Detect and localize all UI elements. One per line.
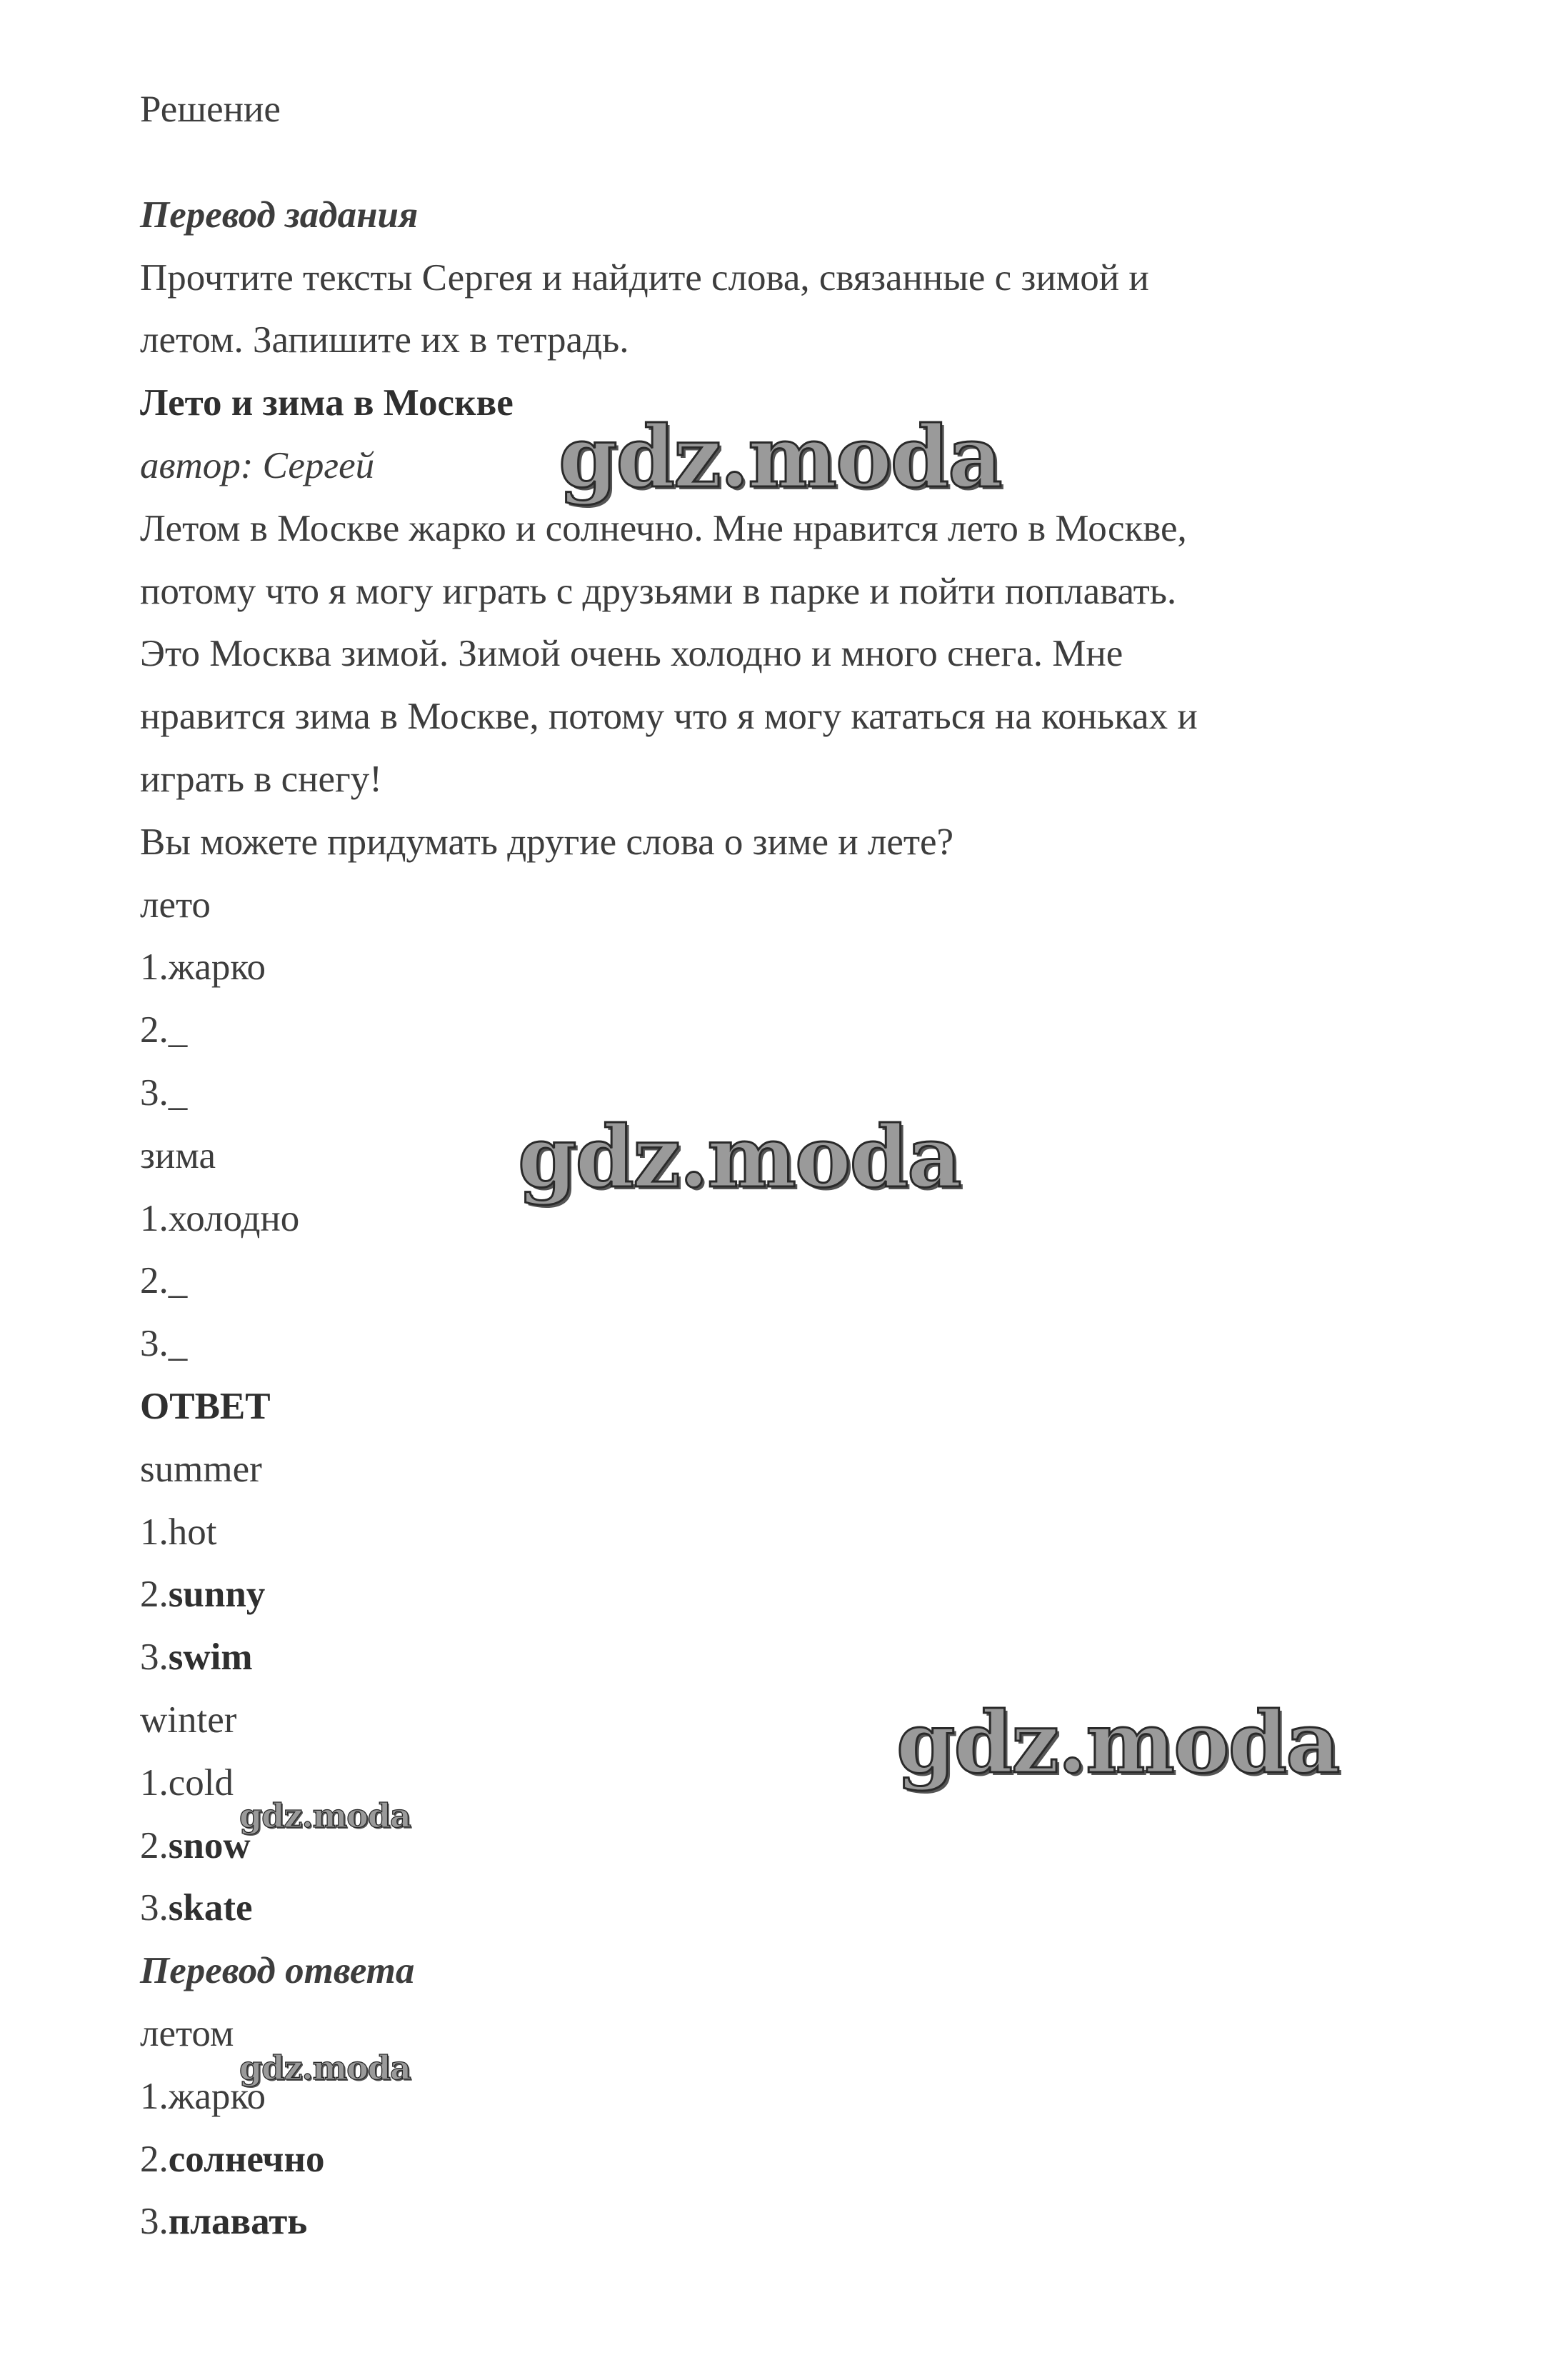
watermark-logo: gdz.moda xyxy=(239,2049,411,2087)
task-instruction-line: Прочтите тексты Сергея и найдите слова, связанные с зимой и xyxy=(140,256,1149,299)
winter-item: 2._ xyxy=(140,1260,188,1302)
watermark-logo: gdz.moda xyxy=(559,407,1001,506)
item-word: плавать xyxy=(168,2201,308,2243)
summer-label: лето xyxy=(140,884,211,926)
translation-summer-item xyxy=(140,2129,1426,2191)
answer-translation-label: Перевод ответа xyxy=(140,1950,415,1992)
solution-document xyxy=(140,79,1426,2254)
answer-winter-label: winter xyxy=(140,1699,237,1741)
translation-summer-item xyxy=(140,2066,1426,2129)
translation-summer-label: летом xyxy=(140,2012,234,2054)
item-word: snow xyxy=(168,1824,251,1866)
item-word: sunny xyxy=(168,1574,266,1616)
task-question: Вы можете придумать другие слова о зиме и лете? xyxy=(140,821,954,863)
text-line: потому что я могу играть с друзьями в парке и пойти поплавать. xyxy=(140,570,1177,612)
item-number: 3. xyxy=(140,2201,169,2243)
item-word: swim xyxy=(168,1636,253,1679)
item-number: 1. xyxy=(140,2075,169,2117)
item-number: 2. xyxy=(140,2138,169,2180)
watermark-logo: gdz.moda xyxy=(239,1796,411,1835)
task-instruction-line: летом. Запишите их в тетрадь. xyxy=(140,319,629,361)
answer-summer-item xyxy=(140,1501,1426,1564)
summer-item: 2._ xyxy=(140,1009,188,1051)
item-word: жарко xyxy=(168,2075,266,2117)
text-author: автор: Сергей xyxy=(140,444,375,486)
answer-summer-item xyxy=(140,1626,1426,1689)
summer-item: 3._ xyxy=(140,1071,188,1114)
answer-winter-item xyxy=(140,1877,1426,1940)
answer-winter-item xyxy=(140,1815,1426,1878)
answer-summer-item xyxy=(140,1564,1426,1626)
item-number: 1. xyxy=(140,1761,169,1804)
text-title: Лето и зима в Москве xyxy=(140,382,514,424)
answer-summer-label: summer xyxy=(140,1448,262,1490)
watermark-logo: gdz.moda xyxy=(518,1107,961,1206)
text-line: Это Москва зимой. Зимой очень холодно и много снега. Мне xyxy=(140,633,1123,675)
winter-item: 1.холодно xyxy=(140,1197,300,1239)
item-word: skate xyxy=(168,1887,253,1929)
text-line: Летом в Москве жарко и солнечно. Мне нравится лето в Москве, xyxy=(140,507,1187,549)
text-line: играть в снегу! xyxy=(140,758,382,800)
task-translation-label: Перевод задания xyxy=(140,194,419,236)
translation-summer-item xyxy=(140,2191,1426,2254)
item-number: 2. xyxy=(140,1824,169,1866)
winter-label: зима xyxy=(140,1134,216,1176)
item-word: cold xyxy=(168,1761,234,1804)
winter-item: 3._ xyxy=(140,1323,188,1365)
item-word: солнечно xyxy=(168,2138,325,2180)
answer-winter-item xyxy=(140,1752,1426,1815)
item-number: 1. xyxy=(140,1511,169,1553)
item-number: 2. xyxy=(140,1574,169,1616)
item-word: hot xyxy=(168,1511,217,1553)
summer-item: 1.жарко xyxy=(140,946,266,989)
item-number: 3. xyxy=(140,1636,169,1679)
answer-label: ОТВЕТ xyxy=(140,1385,271,1427)
page-heading: Решение xyxy=(140,89,281,130)
watermark-logo: gdz.moda xyxy=(896,1693,1339,1792)
text-line: нравится зима в Москве, потому что я могу кататься на коньках и xyxy=(140,696,1198,738)
item-number: 3. xyxy=(140,1887,169,1929)
